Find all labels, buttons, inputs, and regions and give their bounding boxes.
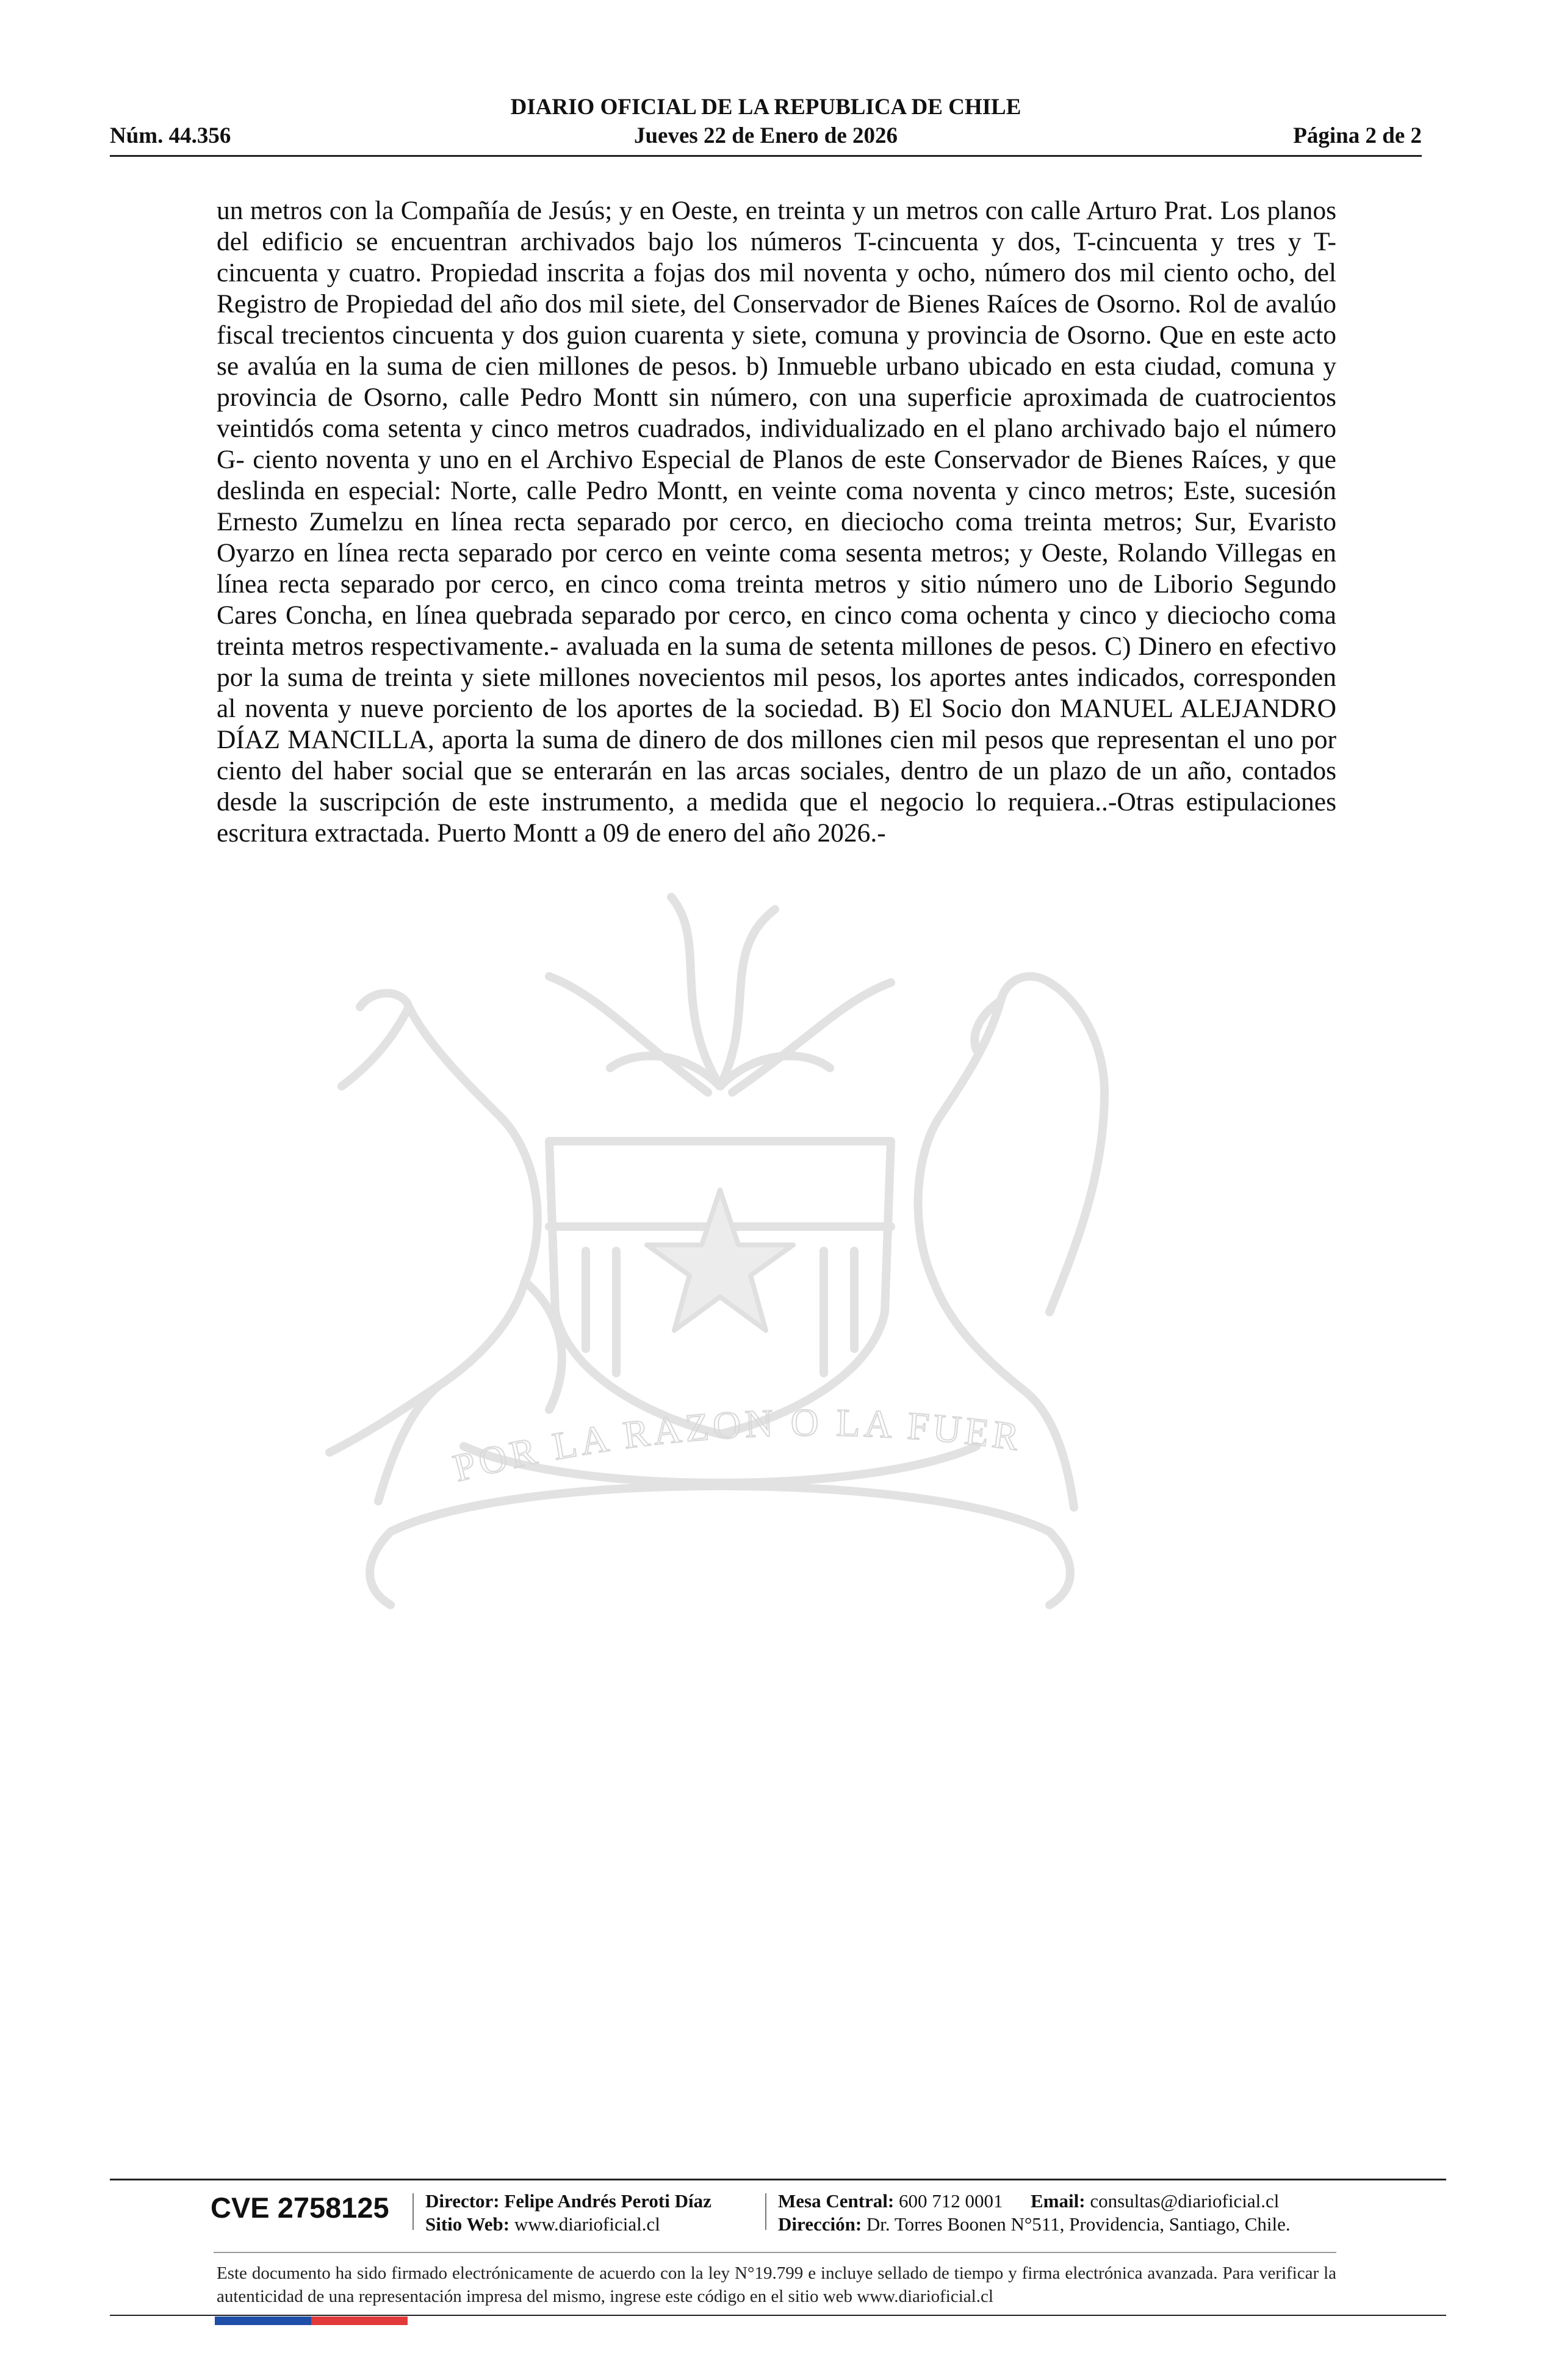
contact-line (778, 2190, 1291, 2213)
address-text: Dr. Torres Boonen N°511, Providencia, Santiago, Chile. (866, 2213, 1291, 2235)
issue-date: Jueves 22 de Enero de 2026 (633, 123, 898, 148)
footer-vertical-divider (412, 2193, 414, 2230)
phone-label: Mesa Central: (778, 2190, 895, 2212)
footer-contact-block (778, 2190, 1291, 2236)
coat-of-arms-watermark (207, 885, 1233, 1678)
document-body (217, 195, 1336, 849)
flag-red-segment (311, 2317, 408, 2325)
footer-divider-middle (214, 2252, 1336, 2253)
phone-number: 600 712 0001 (899, 2190, 1003, 2212)
email-label: Email: (1031, 2190, 1086, 2212)
website-label: Sitio Web: (425, 2213, 510, 2235)
watermark-motto: POR LA RAZON O LA FUER (448, 1401, 1025, 1490)
body-paragraph: un metros con la Compañía de Jesús; y en Oeste, en treinta y un metros con calle Arturo Prat. Los planos del edificio se encuentran archivados bajo los números T-cincuenta y dos, T-cincuenta y tres y T-cincuenta y cuatro. Propiedad inscrita a fojas dos mil noventa y ocho, número dos mil ciento ocho, del Registro de Propiedad del año dos mil siete, del Conservador de Bienes Raíces de Osorno. Rol de avalúo fiscal trecientos cincuenta y dos guion cuarenta y siete, comuna y provincia de Osorno. Que en este acto se avalúa en la suma de cien millones de pesos. b) Inmueble urbano ubicado en esta ciudad, comuna y provincia de Osorno, calle Pedro Montt sin número, con una superficie aproximada de cuatrocientos veintidós coma setenta y cinco metros cuadrados, individualizado en el plano archivado bajo el número G- ciento noventa y uno en el Archivo Especial de Planos de este Conservador de Bienes Raíces, y que deslinda en especial: Norte, calle Pedro Montt, en veinte coma noventa y cinco metros; Este, sucesión Ernesto Zumelzu en línea recta separado por cerco, en dieciocho coma treinta metros; Sur, Evaristo Oyarzo en línea recta separado por cerco en veinte coma sesenta metros; y Oeste, Rolando Villegas en línea recta separado por cerco, en cinco coma treinta metros y sitio número uno de Liborio Segundo Cares Concha, en línea quebrada separado por cerco, en cinco coma ochenta y cinco y dieciocho coma treinta metros respectivamente.- avaluada en la suma de setenta millones de pesos. C) Dinero en efectivo por la suma de treinta y siete millones novecientos mil pesos, los aportes antes indicados, corresponden al noventa y nueve porciento de los aportes de la sociedad. B) El Socio don MANUEL ALEJANDRO DÍAZ MANCILLA, aporta la suma de dinero de dos millones cien mil pesos que representan el uno por ciento del haber social que se enterarán en las arcas sociales, dentro de un plazo de un año, contados desde la suscripción de este instrumento, a medida que el negocio lo requiera..-Otras estipulaciones escritura extractada. Puerto Montt a 09 de enero del año 2026.- (217, 196, 1336, 848)
page-header (110, 92, 1422, 159)
flag-blue-segment (215, 2317, 311, 2325)
publication-title: DIARIO OFICIAL DE LA REPUBLICA DE CHILE (510, 95, 1021, 120)
header-divider (110, 155, 1422, 157)
director-line (425, 2190, 711, 2213)
flag-color-bar (215, 2317, 408, 2325)
director-name: Felipe Andrés Peroti Díaz (504, 2190, 711, 2212)
footer-divider-top (110, 2179, 1446, 2180)
website-link[interactable]: www.diarioficial.cl (514, 2213, 660, 2235)
website-line (425, 2213, 711, 2236)
address-label: Dirección: (778, 2213, 862, 2235)
footer-vertical-divider (765, 2193, 766, 2230)
page-number: Página 2 de 2 (1293, 123, 1422, 148)
coat-of-arms-icon (207, 885, 1233, 1678)
cve-code: CVE 2758125 (211, 2191, 389, 2224)
header-info-row (110, 122, 1422, 150)
director-label: Director: (425, 2190, 500, 2212)
address-line (778, 2213, 1291, 2236)
legal-note: Este documento ha sido firmado electrónicamente de acuerdo con la ley N°19.799 e incluye sellado de tiempo y firma electrónica avanzada. Para verificar la autenticidad de una representación impresa del mismo, ingrese este código en el sitio web www.diarioficial.cl (217, 2263, 1336, 2306)
issue-number: Núm. 44.356 (110, 123, 231, 148)
footer-director-block (425, 2190, 711, 2236)
footer-divider-bottom (110, 2315, 1446, 2316)
email-address[interactable]: consultas@diarioficial.cl (1090, 2190, 1280, 2212)
